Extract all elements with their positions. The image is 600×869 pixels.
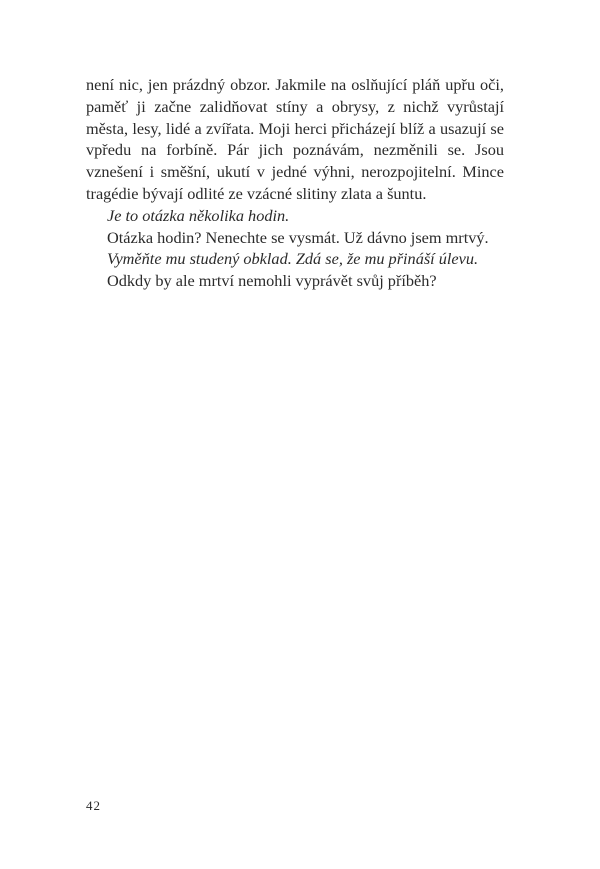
paragraph-continuation: není nic, jen prázdný obzor. Jakmile na oslňující pláň upřu oči, paměť ji začne zalidňovat stíny a obrysy, z nichž vyrůstají města, lesy, lidé a zvířata. Moji herci přicházejí blíž a usazují se vpředu na forbíně. Pár jich poznávám, nezměnili se. Jsou vznešení i směšní, ukutí v jedné výhni, nerozpojitelní. Mince tragédie bývají odlité ze vzácné slitiny zlata a šuntu. xyxy=(86,75,504,203)
paragraph-3: Odkdy by ale mrtví nemohli vyprávět svůj příběh? xyxy=(107,271,437,291)
paragraph-2: Otázka hodin? Nenechte se vysmát. Už dávno jsem mrtvý. xyxy=(107,227,489,247)
paragraph-italic-2: Vyměňte mu studený obklad. Zdá se, že mu přináší úlevu. xyxy=(107,249,479,269)
paragraph-italic-1: Je to otázka několika hodin. xyxy=(107,205,290,225)
page-number: 42 xyxy=(86,798,101,813)
body-text xyxy=(86,74,504,292)
